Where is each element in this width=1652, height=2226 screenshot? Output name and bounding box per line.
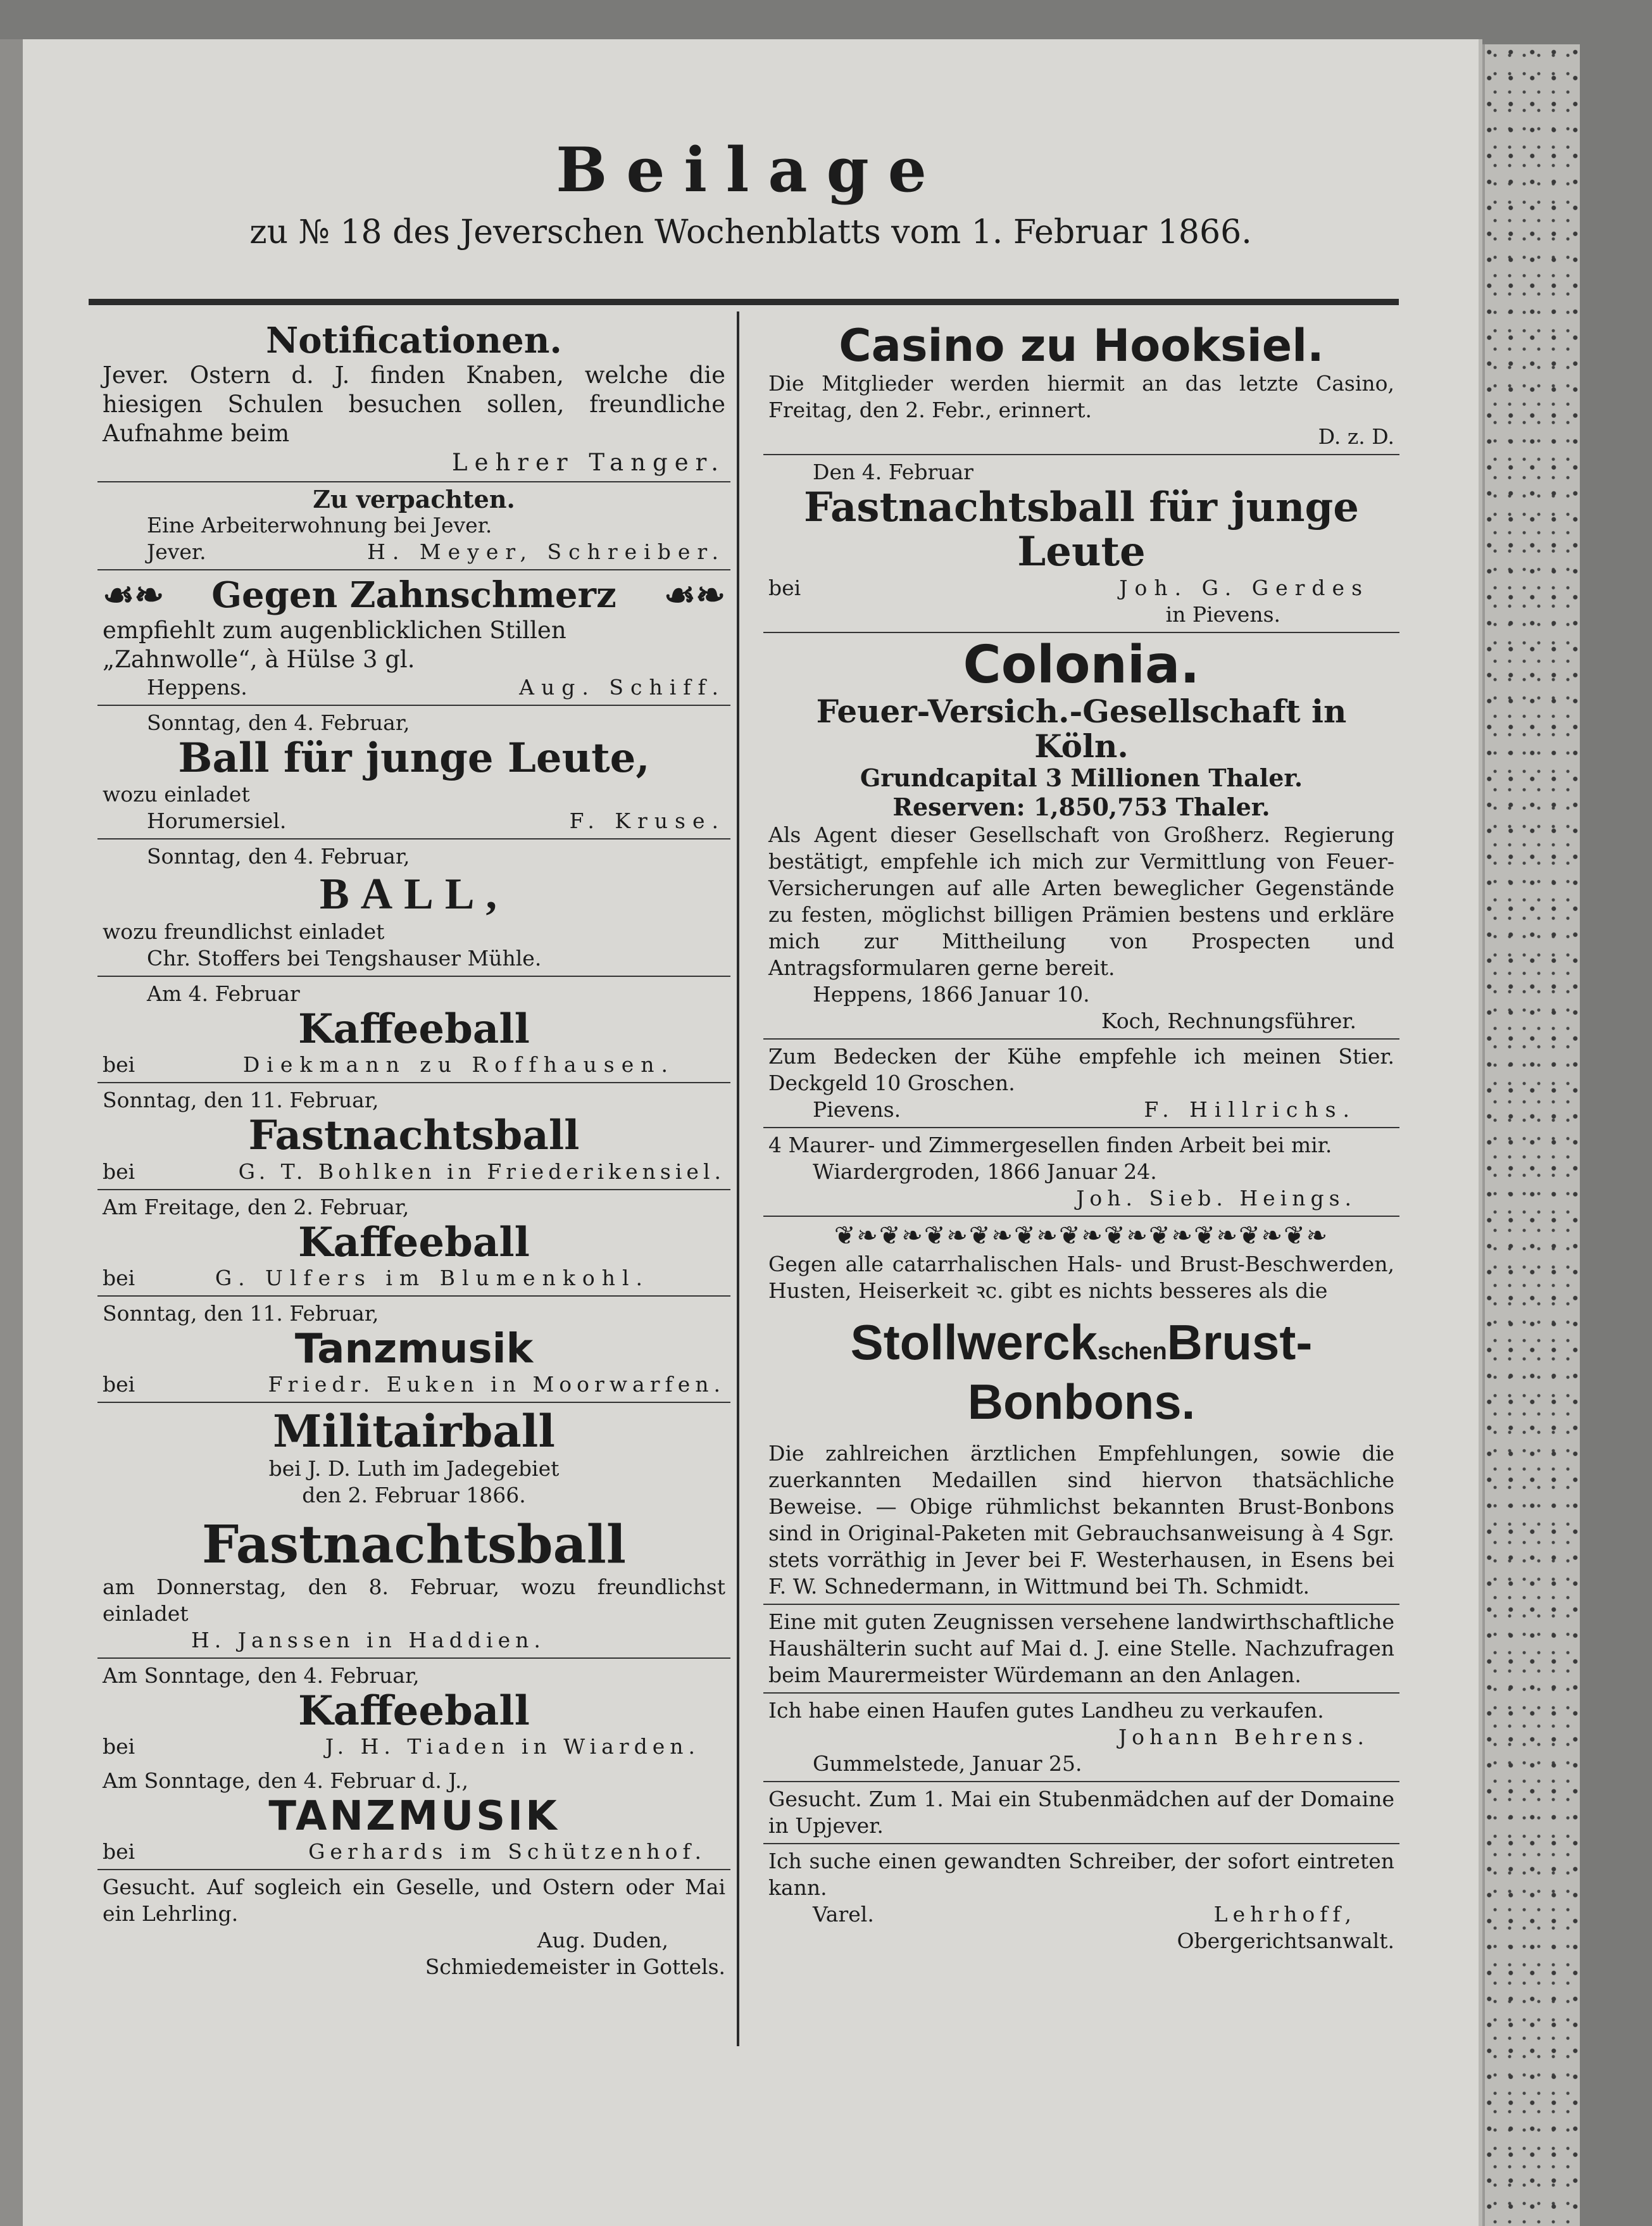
ad-signature: F. Hillrichs. — [1144, 1097, 1356, 1122]
ad-text: Die Mitglieder werden hiermit an das letzte Casino, Freitag, den 2. Febr., erinnert. — [768, 371, 1394, 422]
ad-place: Heppens, 1866 Januar 10. — [813, 981, 1090, 1007]
ad-militairball — [97, 1403, 730, 1512]
ad-bei: bei — [103, 1839, 135, 1864]
ad-casino-hooksiel — [763, 318, 1399, 455]
ad-footer — [103, 1371, 725, 1398]
ad-signature: J. H. Tiaden in Wiarden. — [325, 1733, 700, 1759]
ad-title: Zu verpachten. — [313, 484, 515, 513]
ad-title-row — [103, 574, 725, 616]
ad-bei: bei — [103, 1052, 135, 1078]
ad-text-line2: den 2. Februar 1866. — [302, 1483, 526, 1508]
ad-date: Sonntag, den 4. Februar, — [147, 843, 410, 869]
ad-place: Varel. — [813, 1902, 874, 1927]
ad-signature: Chr. Stoffers bei Tengshauser Mühle. — [147, 945, 542, 971]
ad-bei: bei — [103, 1372, 135, 1397]
ad-capital: Grundcapital 3 Millionen Thaler. — [860, 763, 1303, 792]
ad-tanzmusik-2 — [97, 1764, 730, 1870]
page-subtitle: zu № 18 des Jeverschen Wochenblatts vom 1. Februar 1866. — [249, 213, 1252, 251]
ad-text-line1: bei J. D. Luth im Jadegebiet — [268, 1456, 560, 1481]
ad-date: Sonntag, den 11. Februar, — [103, 1300, 379, 1326]
ad-footer — [103, 1159, 725, 1185]
ad-signature: Johann Behrens. — [1118, 1725, 1369, 1750]
ad-title-part-b: schen — [1097, 1338, 1167, 1365]
ad-maurer — [763, 1128, 1399, 1217]
ad-text: Jever. Ostern d. J. finden Knaben, welche die hiesigen Schulen besuchen sollen, freundliche Aufnahme beim — [103, 361, 725, 447]
ad-text: wozu einladet — [103, 781, 250, 807]
ad-place: Horumersiel. — [147, 808, 287, 833]
ad-zahnschmerz — [97, 570, 730, 706]
ad-signature: Aug. Schiff. — [519, 675, 725, 700]
ad-title: Gegen Zahnschmerz — [211, 574, 616, 616]
ad-stubenmaedchen — [763, 1782, 1399, 1844]
ad-text: Zum Bedecken der Kühe empfehle ich meinen Stier. Deckgeld 10 Groschen. — [768, 1043, 1394, 1095]
header-rule — [89, 299, 1399, 305]
ad-kaffeeball-2 — [97, 1190, 730, 1297]
ad-title: Fastnachtsball für junge Leute — [804, 484, 1359, 576]
right-column — [763, 318, 1399, 1958]
ad-text: Als Agent dieser Gesellschaft von Großherz. Regierung bestätigt, empfehle ich mich zur Vermittlung von Feuer-Versicherungen auf alle Arten beweglicher Gegenstände zu festen, möglichst billigen Prämien bestens und erkläre mich zur Mittheilung von Prospecten und Antragsformularen gerne bereit. — [768, 822, 1394, 980]
ad-title — [768, 1313, 1394, 1431]
ad-signature: Aug. Duden, — [537, 1928, 668, 1953]
ad-footer — [103, 1265, 725, 1292]
ad-title: Fastnachtsball — [248, 1112, 580, 1160]
ad-text: Ich habe einen Haufen gutes Landheu zu verkaufen. — [768, 1698, 1324, 1723]
ad-bei: bei — [103, 1733, 135, 1759]
ad-signature: D. z. D. — [1318, 424, 1394, 449]
ad-footer — [768, 1097, 1394, 1123]
ad-signature: Lehrhoff, — [1213, 1902, 1356, 1927]
ad-title-part-a: Stollwerck — [850, 1314, 1098, 1370]
ad-fastnachtsball-1 — [97, 1083, 730, 1190]
ad-title: Tanzmusik — [294, 1325, 534, 1373]
ad-signature: H. Janssen in Haddien. — [191, 1627, 546, 1652]
ad-haushaelterin — [763, 1605, 1399, 1694]
ad-signature-place: in Pievens. — [1165, 601, 1280, 627]
ad-footer — [103, 1839, 725, 1865]
ad-footer — [103, 539, 725, 565]
column-divider — [737, 311, 739, 2046]
ad-reserves: Reserven: 1,850,753 Thaler. — [892, 792, 1270, 821]
ad-date: Den 4. Februar — [813, 460, 973, 484]
ad-text: Ich suche einen gewandten Schreiber, der sofort eintreten kann. — [768, 1849, 1394, 1901]
ad-signature-title: Obergerichtsanwalt. — [1177, 1928, 1394, 1954]
ad-title: BALL, — [319, 869, 509, 919]
ad-footer — [768, 575, 1394, 601]
ad-place: Pievens. — [813, 1097, 901, 1122]
page-header — [23, 134, 1479, 251]
ad-title: Militairball — [273, 1405, 555, 1458]
left-column — [97, 318, 730, 1984]
ad-signature: G. T. Bohlken in Friederikensiel. — [238, 1159, 725, 1184]
ad-footer — [768, 1901, 1394, 1928]
ad-signature: Gerhards im Schützenhof. — [308, 1839, 706, 1864]
ad-place: Gummelstede, Januar 25. — [813, 1751, 1082, 1776]
ornament-border-icon: ❦❧❦❧❦❧❦❧❦❧❦❧❦❧❦❧❦❧❦❧❦❧ — [834, 1221, 1329, 1250]
ad-signature: F. Kruse. — [569, 808, 725, 833]
ornament-right-icon: ☙❧ — [663, 574, 725, 617]
newspaper-page — [23, 39, 1482, 2226]
ad-place: Jever. — [147, 539, 206, 565]
ad-text: empfiehlt zum augenblicklichen Stillen „Zahnwolle“, à Hülse 3 gl. — [103, 617, 566, 674]
ad-schreiber — [763, 1844, 1399, 1958]
ad-ball-junge-leute — [97, 706, 730, 839]
ad-date: Am Sonntage, den 4. Februar, — [103, 1663, 420, 1688]
ad-subtitle: Feuer-Versich.-Gesellschaft in Köln. — [816, 692, 1347, 765]
ad-text: Gegen alle catarrhalischen Hals- und Brust-Beschwerden, Husten, Heiserkeit ꝛc. gibt es nichts besseres als die — [768, 1251, 1394, 1303]
ad-signature: Diekmann zu Roffhausen. — [242, 1052, 675, 1078]
ad-signature: Koch, Rechnungsführer. — [1101, 1008, 1356, 1033]
ad-tanzmusik-1 — [97, 1297, 730, 1403]
ad-date: Sonntag, den 4. Februar, — [147, 710, 410, 736]
ad-gesucht-geselle — [97, 1870, 730, 1984]
ad-date: Am Freitage, den 2. Februar, — [103, 1194, 410, 1219]
ad-title: Kaffeeball — [298, 1218, 530, 1266]
ad-verpachten — [97, 482, 730, 571]
ad-bei: bei — [103, 1159, 135, 1184]
ad-fastnachtsball-2 — [97, 1512, 730, 1658]
ad-title: Kaffeeball — [298, 1687, 530, 1735]
ad-footer — [103, 674, 725, 701]
ad-date: Am Sonntage, den 4. Februar d. J., — [103, 1768, 468, 1793]
ad-stollwerck — [763, 1217, 1399, 1605]
ad-text: Gesucht. Auf sogleich ein Geselle, und Ostern oder Mai ein Lehrling. — [103, 1875, 725, 1927]
ad-bei: bei — [103, 1265, 135, 1290]
ad-date: Sonntag, den 11. Februar, — [103, 1088, 379, 1113]
ad-bei: bei — [768, 575, 801, 600]
ad-fastnachtsball-junge-leute — [763, 455, 1399, 633]
ad-title: Notificationen. — [266, 320, 562, 362]
ad-title: Ball für junge Leute, — [178, 734, 650, 783]
ad-footer — [103, 1733, 725, 1760]
ad-text: Eine mit guten Zeugnissen versehene landwirthschaftliche Haushälterin sucht auf Mai d. J. eine Stelle. Nachzufragen beim Maurermeister Würdemann an den Anlagen. — [768, 1609, 1394, 1688]
book-gutter — [0, 39, 25, 2226]
ad-signature: Joh. G. Gerdes — [1119, 575, 1369, 600]
ad-title-part-c: Brust-Bonbons. — [967, 1314, 1313, 1430]
ad-signature: Joh. Sieb. Heings. — [1076, 1185, 1356, 1210]
ad-kaffeeball-3 — [97, 1659, 730, 1764]
ornament-left-icon: ☙❧ — [103, 574, 165, 617]
ad-footer — [103, 1052, 725, 1078]
page-title: Beilage — [556, 134, 946, 206]
ad-place: Heppens. — [147, 675, 247, 700]
ad-title: Fastnachtsball — [201, 1514, 626, 1576]
ad-colonia — [763, 633, 1399, 1040]
ad-kaffeeball-1 — [97, 977, 730, 1083]
ad-signature: G. Ulfers im Blumenkohl. — [215, 1265, 649, 1290]
ad-title: TANZMUSIK — [268, 1792, 560, 1840]
ad-place: Wiardergroden, 1866 Januar 24. — [813, 1159, 1157, 1184]
ad-text: Eine Arbeiterwohnung bei Jever. — [147, 513, 492, 538]
ad-signature-title: Schmiedemeister in Gottels. — [425, 1954, 725, 1980]
ad-title: Colonia. — [963, 634, 1200, 695]
ad-text: Gesucht. Zum 1. Mai ein Stubenmädchen auf der Domaine in Upjever. — [768, 1787, 1394, 1839]
ad-landheu — [763, 1694, 1399, 1782]
ad-footer — [103, 808, 725, 834]
ad-signature: Lehrer Tanger. — [452, 448, 725, 476]
ad-text: 4 Maurer- und Zimmergesellen finden Arbeit bei mir. — [768, 1132, 1332, 1157]
ad-signature: H. Meyer, Schreiber. — [367, 539, 725, 565]
ad-date: Am 4. Februar — [147, 981, 300, 1006]
ad-text: wozu freundlichst einladet — [103, 919, 385, 944]
ad-title: Casino zu Hooksiel. — [839, 320, 1324, 372]
ad-stier — [763, 1040, 1399, 1128]
ad-signature: Friedr. Euken in Moorwarfen. — [268, 1372, 725, 1397]
ad-ball — [97, 839, 730, 977]
ad-text-2: Die zahlreichen ärztlichen Empfehlungen, sowie die zuerkannten Medaillen sind hiervon thatsächliche Beweise. — Obige rühmlichst bekannten Brust-Bonbons sind in Original-Paketen mit Gebrauchsanweisung à 4 Sgr. stets vorräthig in Jever bei F. Westerhausen, in Esens bei F. W. Schnedermann, in Wittmund bei Th. Schmidt. — [768, 1441, 1394, 1599]
ad-notificationen — [97, 318, 730, 482]
ad-title: Kaffeeball — [298, 1005, 530, 1053]
ad-text: am Donnerstag, den 8. Februar, wozu freundlichst einladet — [103, 1574, 725, 1626]
book-page-edges — [1482, 44, 1580, 2226]
